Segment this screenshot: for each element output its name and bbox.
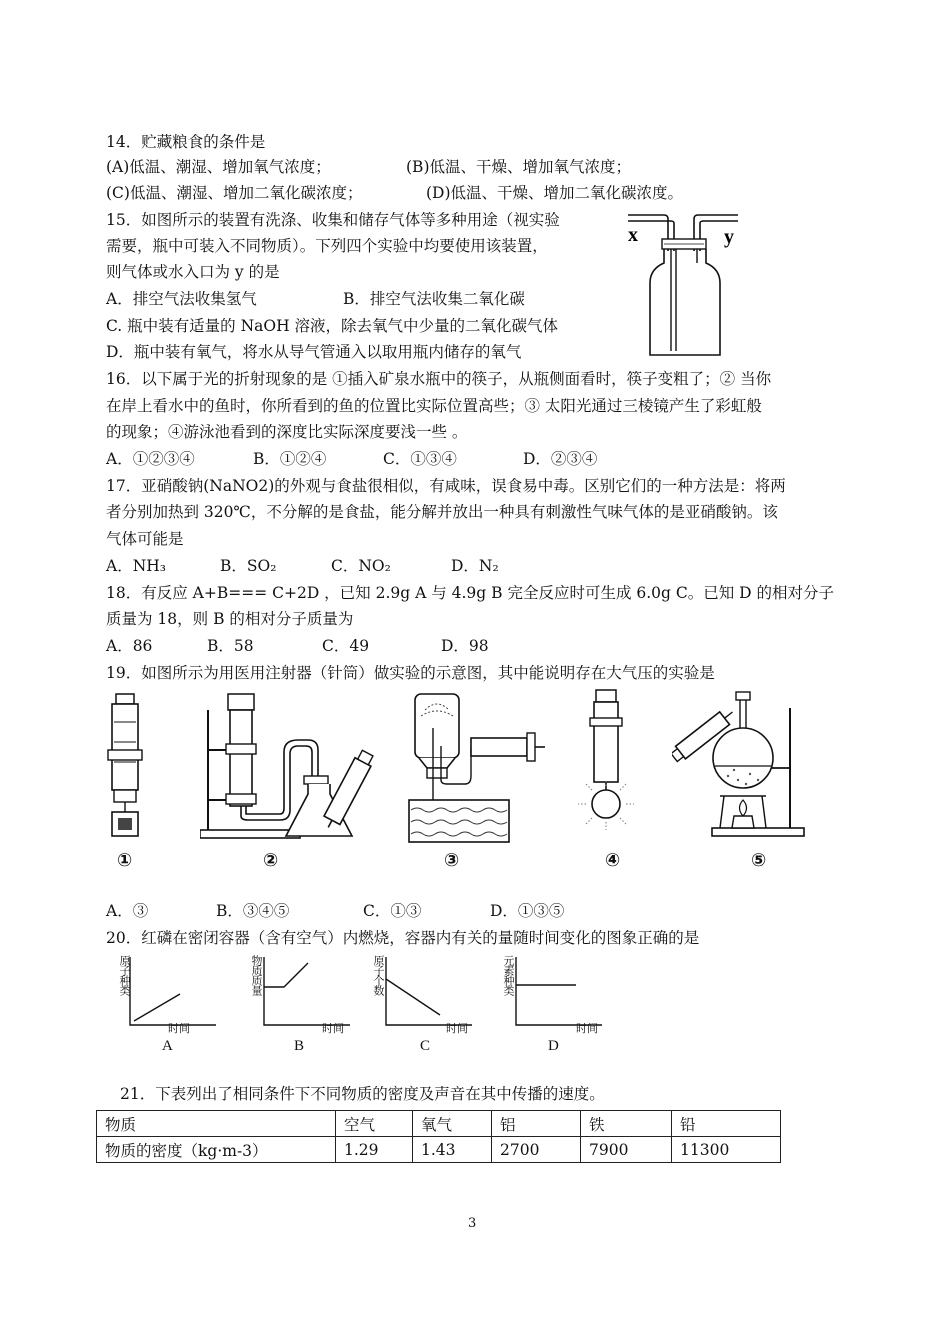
inlet-label-y: y <box>724 226 734 248</box>
q14-option-c: (C)低温、潮湿、增加二氧化碳浓度； <box>106 184 363 202</box>
q15-line-2: 需要，瓶中可装入不同物质）。下列四个实验中均要使用该装置， <box>106 237 548 255</box>
q17-line-3: 气体可能是 <box>106 530 184 548</box>
table-cell: 氧气 <box>413 1111 492 1137</box>
table-cell: 7900 <box>581 1137 672 1163</box>
q19-option-a: A．③ <box>106 902 149 920</box>
figure-caption-5: ⑤ <box>751 850 767 871</box>
graph-a-xlabel: 时间 <box>168 1022 190 1035</box>
table-cell: 11300 <box>672 1137 781 1163</box>
syringe-weight-figure <box>100 692 150 842</box>
q15-option-a: A．排空气法收集氢气 <box>106 290 257 308</box>
q19-option-b: B．③④⑤ <box>216 902 290 920</box>
q16-option-d: D．②③④ <box>523 450 598 468</box>
graph-b-ylabel: 物质质量 <box>250 955 263 995</box>
graph-a-caption: A <box>162 1038 173 1054</box>
density-table <box>96 1110 781 1163</box>
graph-d-caption: D <box>548 1038 559 1054</box>
syringe-flask-figure <box>200 690 380 850</box>
q15-option-b: B．排空气法收集二氧化碳 <box>343 290 525 308</box>
q17-line-1: 17．亚硝酸钠(NaNO2)的外观与食盐很相似，有咸味，误食易中毒。区别它们的一种方法是：将两 <box>106 477 786 495</box>
table-cell: 空气 <box>336 1111 413 1137</box>
q17-option-d: D．N₂ <box>451 557 499 575</box>
table-cell: 2700 <box>492 1137 581 1163</box>
q19-stem: 19．如图所示为用医用注射器（针筒）做实验的示意图，其中能说明存在大气压的实验是 <box>106 664 715 682</box>
q16-line-2: 在岸上看水中的鱼时，你所看到的鱼的位置比实际位置高些；③ 太阳光通过三棱镜产生了彩虹般 <box>106 397 762 415</box>
graph-c <box>384 955 474 1030</box>
q15-option-d: D．瓶中装有氧气，将水从导气管通入以取用瓶内储存的氧气 <box>106 343 522 361</box>
graph-c-xlabel: 时间 <box>446 1022 468 1035</box>
table-row <box>97 1137 781 1163</box>
figure-caption-4: ④ <box>605 850 621 871</box>
inlet-label-x: x <box>628 224 638 246</box>
q17-option-c: C．NO₂ <box>331 557 391 575</box>
q20-stem: 20．红磷在密闭容器（含有空气）内燃烧，容器内有关的量随时间变化的图象正确的是 <box>106 929 700 947</box>
table-cell: 铁 <box>581 1111 672 1137</box>
table-cell: 物质 <box>97 1111 336 1137</box>
q19-option-d: D．①③⑤ <box>490 902 565 920</box>
figure-caption-2: ② <box>263 850 279 871</box>
q18-option-c: C．49 <box>322 637 370 655</box>
q18-option-a: A．86 <box>106 637 153 655</box>
q18-option-d: D．98 <box>441 637 489 655</box>
table-cell: 物质的密度（kg·m-3） <box>97 1137 336 1163</box>
q17-option-b: B．SO₂ <box>220 557 277 575</box>
q15-line-1: 15．如图所示的装置有洗涤、收集和储存气体等多种用途（视实验 <box>106 211 560 229</box>
q17-line-2: 者分别加热到 320℃，不分解的是食盐，能分解并放出一种具有刺激性气味气体的是亚硝酸钠。该 <box>106 503 778 521</box>
q18-line-1: 18．有反应 A+B=== C+2D ，已知 2.9g A 与 4.9g B 完全反应时可生成 6.0g C。已知 D 的相对分子 <box>106 584 835 602</box>
graph-a <box>128 955 218 1030</box>
table-header-row <box>97 1111 781 1137</box>
table-cell: 1.29 <box>336 1137 413 1163</box>
graph-b-caption: B <box>294 1038 305 1054</box>
graph-c-caption: C <box>420 1038 431 1054</box>
graph-c-ylabel: 原子个数 <box>372 955 385 995</box>
q17-option-a: A．NH₃ <box>106 557 166 575</box>
boiling-flask-figure <box>672 688 812 843</box>
graph-d <box>514 955 604 1030</box>
q19-option-c: C．①③ <box>363 902 422 920</box>
q16-option-b: B．①②④ <box>253 450 327 468</box>
q14-stem: 14．贮藏粮食的条件是 <box>106 133 266 151</box>
figure-caption-1: ① <box>117 850 133 871</box>
table-cell: 铅 <box>672 1111 781 1137</box>
q15-line-3: 则气体或水入口为 y 的是 <box>106 263 280 281</box>
graph-d-ylabel: 元素种类 <box>502 955 515 995</box>
graph-b-xlabel: 时间 <box>322 1022 344 1035</box>
q16-line-1: 16．以下属于光的折射现象的是 ①插入矿泉水瓶中的筷子，从瓶侧面看时，筷子变粗了；② 当你 <box>106 370 772 388</box>
q18-line-2: 质量为 18，则 B 的相对分子质量为 <box>106 610 354 628</box>
q16-line-3: 的现象；④游泳池看到的深度比实际深度要浅一些 。 <box>106 423 468 441</box>
q14-option-a: (A)低温、潮湿、增加氧气浓度； <box>106 158 331 176</box>
gas-bottle-figure <box>620 205 750 365</box>
q14-option-b: (B)低温、干燥、增加氧气浓度； <box>406 158 631 176</box>
graph-d-xlabel: 时间 <box>576 1022 598 1035</box>
q14-option-d: (D)低温、干燥、增加二氧化碳浓度。 <box>426 184 684 202</box>
q21-stem: 21．下表列出了相同条件下不同物质的密度及声音在其中传播的速度。 <box>120 1085 605 1103</box>
figure-caption-3: ③ <box>444 850 460 871</box>
fountain-bottle-figure <box>405 688 550 848</box>
graph-a-ylabel: 原子种类 <box>118 955 131 995</box>
table-cell: 铝 <box>492 1111 581 1137</box>
table-cell: 1.43 <box>413 1137 492 1163</box>
page-number: 3 <box>468 1216 477 1231</box>
heated-syringe-figure <box>570 688 640 838</box>
graph-b <box>262 955 352 1030</box>
q15-option-c: C. 瓶中装有适量的 NaOH 溶液，除去氧气中少量的二氧化碳气体 <box>106 317 559 335</box>
q16-option-a: A．①②③④ <box>106 450 195 468</box>
q18-option-b: B．58 <box>207 637 254 655</box>
q16-option-c: C．①③④ <box>383 450 457 468</box>
